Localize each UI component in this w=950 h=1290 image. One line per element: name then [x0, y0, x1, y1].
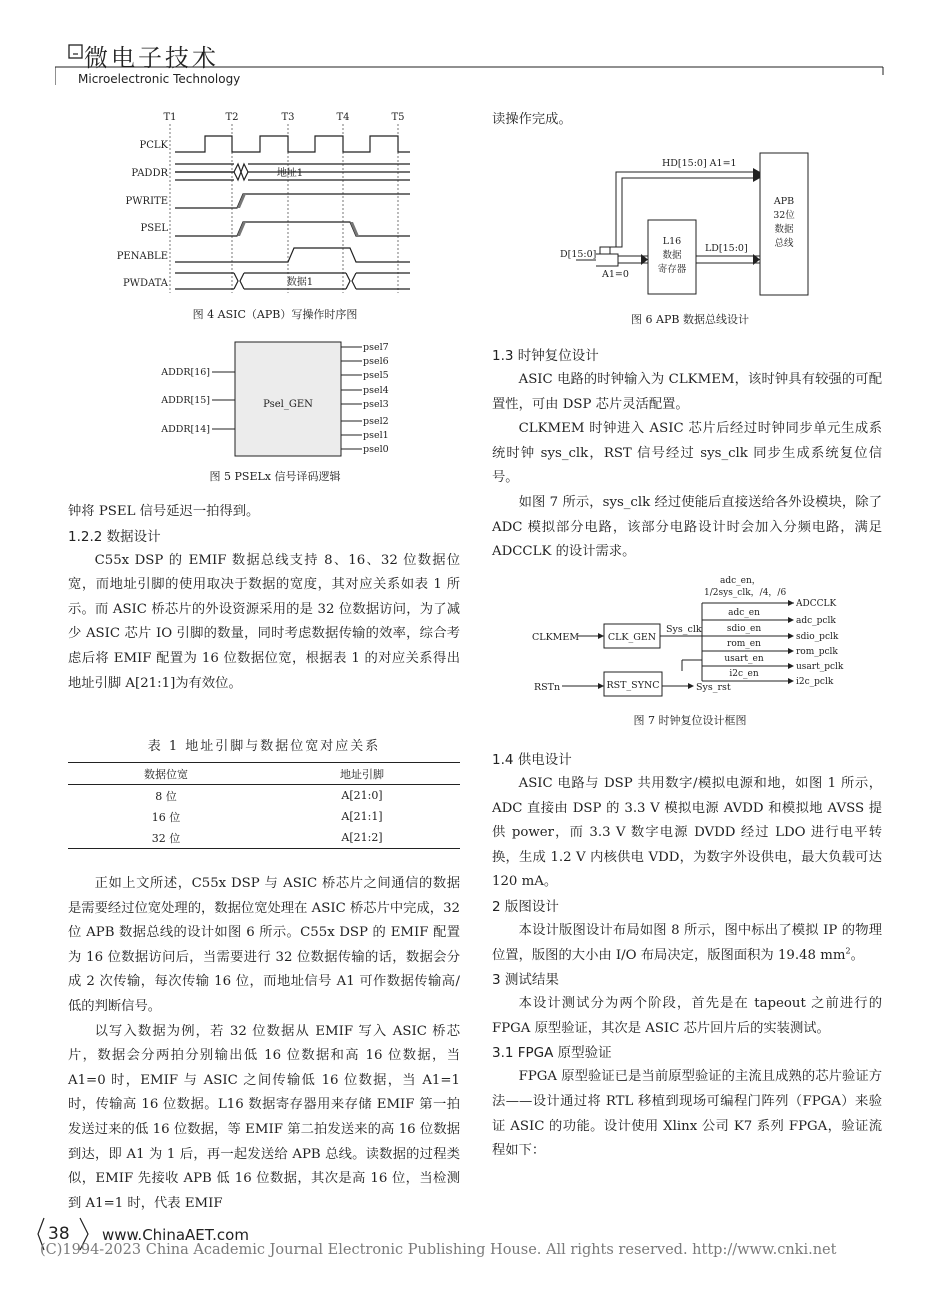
- output-label: i2c_pclk: [796, 677, 834, 687]
- table-header: 地址引脚: [340, 767, 384, 781]
- section-heading: 2 版图设计: [492, 898, 559, 915]
- output-label: psel1: [363, 430, 389, 441]
- output-label: psel2: [363, 416, 389, 427]
- l16-label: L16: [662, 236, 682, 247]
- enable-label: usart_en: [724, 654, 764, 664]
- paragraph: 钟将 PSEL 信号延迟一拍得到。: [68, 504, 260, 519]
- header-square-icon: [69, 45, 82, 58]
- div-label: 1/2sys_clk，/4，/6: [704, 588, 787, 598]
- enable-label: adc_en: [728, 608, 760, 618]
- paragraph: 如图 7 所示，sys_clk 经过使能后直接送给各外设模块，除了 ADC 模拟部分电路，该部分电路设计时会加入分频电路，满足 ADCCLK 的设计需求。: [492, 494, 882, 560]
- apb-label: APB: [773, 196, 795, 207]
- output-label: psel6: [363, 356, 389, 367]
- section-heading: 1.4 供电设计: [492, 752, 572, 768]
- input-label: ADDR[16]: [161, 367, 210, 378]
- adc-en-label: adc_en，: [720, 576, 761, 586]
- sys-rst-label: Sys_rst: [696, 682, 731, 693]
- addr-label: 地址1: [276, 168, 304, 179]
- fig7-diagram: [532, 574, 872, 704]
- footer-site: www.ChinaAET.com: [102, 1226, 249, 1244]
- signal-label: PCLK: [139, 140, 168, 151]
- signal-label: PADDR: [131, 168, 168, 179]
- table-row: 32 位 A[21:2]: [151, 831, 383, 845]
- data-label: 数据1: [286, 277, 314, 288]
- output-label: psel3: [363, 399, 389, 410]
- section-heading: 3 测试结果: [492, 972, 559, 989]
- fig4-timing-diagram: [110, 108, 440, 298]
- signal-label: PWRITE: [125, 196, 168, 207]
- paragraph: 以写入数据为例，若 32 位数据从 EMIF 写入 ASIC 桥芯片，数据会分两拍分别输出低 16 位数据和高 16 位数据，当 A1=0 时，EMIF 与 ASIC 之间传输低 16 位数据，当 A1=1 时，传输高 16 位数据。L16 数据寄存器用来存储 EMIF 第一拍发送过来的低 16 位数据，等 EMIF 第二拍发送来的高 16 位数据到达，即 A1 为 1 后，再一起发送给 APB 总线。读数据的过程类似，EMIF 先接收 APB 低 16 位数据，其次是高 16 位，当检测到 A1=1 时，代表 EMIF: [68, 1023, 460, 1211]
- section-heading: 1.3 时钟复位设计: [492, 348, 599, 364]
- table1: [68, 762, 460, 849]
- fig7-caption: 图 7 时钟复位设计框图: [633, 714, 747, 727]
- tick-label: T5: [391, 112, 405, 123]
- enable-label: i2c_en: [729, 669, 759, 679]
- section-heading: 3.1 FPGA 原型验证: [492, 1045, 612, 1062]
- fig6-diagram: [560, 148, 820, 303]
- paragraph: FPGA 原型验证已是当前原型验证的主流且成熟的芯片验证方法——设计通过将 RTL 移植到现场可编程门阵列（FPGA）来验证 ASIC 的功能。设计使用 Xlinx 公司 K7 系列 FPGA，验证流程如下：: [492, 1069, 882, 1159]
- paragraph: ASIC 电路与 DSP 共用数字/模拟电源和地，如图 1 所示，ADC 直接由 DSP 的 3.3 V 模拟电源 AVDD 和模拟地 AVSS 提供 power，而 3.3 V 数字电源 DVDD 经过 LDO 进行电平转换，生成 1.2 V 内核供电 VDD，为数字外设供电，最大负载可达 120 mA。: [492, 776, 882, 890]
- output-label: psel4: [363, 385, 389, 396]
- paragraph: C55x DSP 的 EMIF 数据总线支持 8、16、32 位数据位宽，而地址引脚的使用取决于数据的宽度，其对应关系如表 1 所示。而 ASIC 桥芯片的外设资源采用的是 32 位数据访问，为了减少 ASIC 芯片 IO 引脚的数量，同时考虑数据传输的效率，综合考虑后将 EMIF 配置为 16 位数据位宽，根据表 1 的对应关系得出地址引脚 A[21:1]为有效位。: [68, 552, 460, 691]
- paragraph: CLKMEM 时钟进入 ASIC 芯片后经过时钟同步单元生成系统时钟 sys_clk，RST 信号经过 sys_clk 同步生成系统复位信号。: [492, 421, 882, 486]
- journal-title: 微电子技术: [84, 44, 219, 72]
- l16-label: 数据: [662, 250, 682, 261]
- table-row: 16 位 A[21:1]: [151, 810, 383, 824]
- signal-label: PWDATA: [122, 278, 168, 289]
- tick-label: T3: [281, 112, 295, 123]
- right-column-top: [492, 108, 882, 133]
- hd-label: HD[15:0] A1=1: [662, 158, 737, 169]
- a1-label: A1=0: [602, 269, 629, 280]
- right-column-13: [492, 344, 882, 565]
- rst-sync-label: RST_SYNC: [606, 680, 660, 691]
- output-label: adc_pclk: [796, 616, 836, 626]
- tick-label: T2: [225, 112, 239, 123]
- clkmem-label: CLKMEM: [532, 632, 580, 643]
- psel-block-label: Psel_GEN: [263, 399, 313, 410]
- enable-label: rom_en: [727, 639, 761, 649]
- tick-label: T1: [163, 112, 177, 123]
- output-label: psel5: [363, 370, 389, 381]
- table-row: 8 位 A[21:0]: [155, 789, 383, 803]
- input-label: ADDR[14]: [161, 424, 210, 435]
- paragraph: 本设计版图设计布局如图 8 所示，图中标出了模拟 IP 的物理位置，版图的大小由 I/O 布局决定，版图面积为 19.48 $mm^2$。: [492, 922, 882, 963]
- fig6-caption: 图 6 APB 数据总线设计: [631, 313, 749, 326]
- apb-label: 总线: [774, 238, 794, 249]
- apb-label: 数据: [774, 224, 794, 235]
- paragraph: 读操作完成。: [492, 112, 572, 127]
- output-label: psel0: [363, 444, 389, 455]
- d-label: D[15:0]: [560, 249, 597, 260]
- section-heading: 1.2.2 数据设计: [68, 528, 161, 545]
- right-column-lower: [492, 748, 882, 1164]
- l16-label: 寄存器: [657, 264, 687, 275]
- page-number: 38: [48, 1224, 70, 1244]
- clk-gen-label: CLK_GEN: [607, 632, 657, 643]
- enable-label: sdio_en: [726, 624, 762, 634]
- tick-label: T4: [336, 112, 350, 123]
- paragraph: 本设计测试分为两个阶段，首先是在 tapeout 之前进行的 FPGA 原型验证，其次是 ASIC 芯片回片后的实装测试。: [492, 996, 882, 1036]
- output-label: usart_pclk: [796, 662, 844, 672]
- journal-subtitle: Microelectronic Technology: [78, 72, 241, 86]
- rstn-label: RSTn: [534, 682, 561, 693]
- apb-label: 32位: [773, 210, 795, 221]
- output-label: ADCCLK: [796, 599, 837, 609]
- output-label: psel7: [363, 342, 389, 353]
- paragraph: 正如上文所述，C55x DSP 与 ASIC 桥芯片之间通信的数据是需要经过位宽处理的，数据位宽处理在 ASIC 桥芯片中完成，32 位 APB 数据总线的设计如图 6 所示。C55x DSP 的 EMIF 配置为 16 位数据访问后，当需要进行 32 位数据传输的话，数据会分成 2 次传输，每次传输 16 位，而地址信号 A1 可作数据传输高/低的判断信号。: [68, 876, 460, 1014]
- output-label: rom_pclk: [796, 647, 838, 657]
- fig4-caption: 图 4 ASIC（APB）写操作时序图: [192, 308, 358, 321]
- table1-title: 表 1 地址引脚与数据位宽对应关系: [147, 739, 381, 754]
- fig5-diagram: [150, 336, 420, 466]
- paragraph: ASIC 电路的时钟输入为 CLKMEM，该时钟具有较强的可配置性，可由 DSP 芯片灵活配置。: [492, 372, 882, 412]
- signal-label: PSEL: [140, 223, 168, 234]
- ld-label: LD[15:0]: [705, 243, 748, 254]
- sys-clk-label: Sys_clk: [666, 624, 702, 635]
- fig5-caption: 图 5 PSELx 信号译码逻辑: [209, 470, 341, 483]
- signal-label: PENABLE: [116, 251, 168, 262]
- input-label: ADDR[15]: [161, 395, 210, 406]
- table-header: 数据位宽: [144, 767, 188, 781]
- left-column-upper: [68, 500, 460, 696]
- output-label: sdio_pclk: [796, 632, 839, 642]
- left-column-lower: [68, 872, 460, 1216]
- copyright-line: (C)1994-2023 China Academic Journal Electronic Publishing House. All rights reserved. http://www.cnki.net: [40, 1242, 837, 1258]
